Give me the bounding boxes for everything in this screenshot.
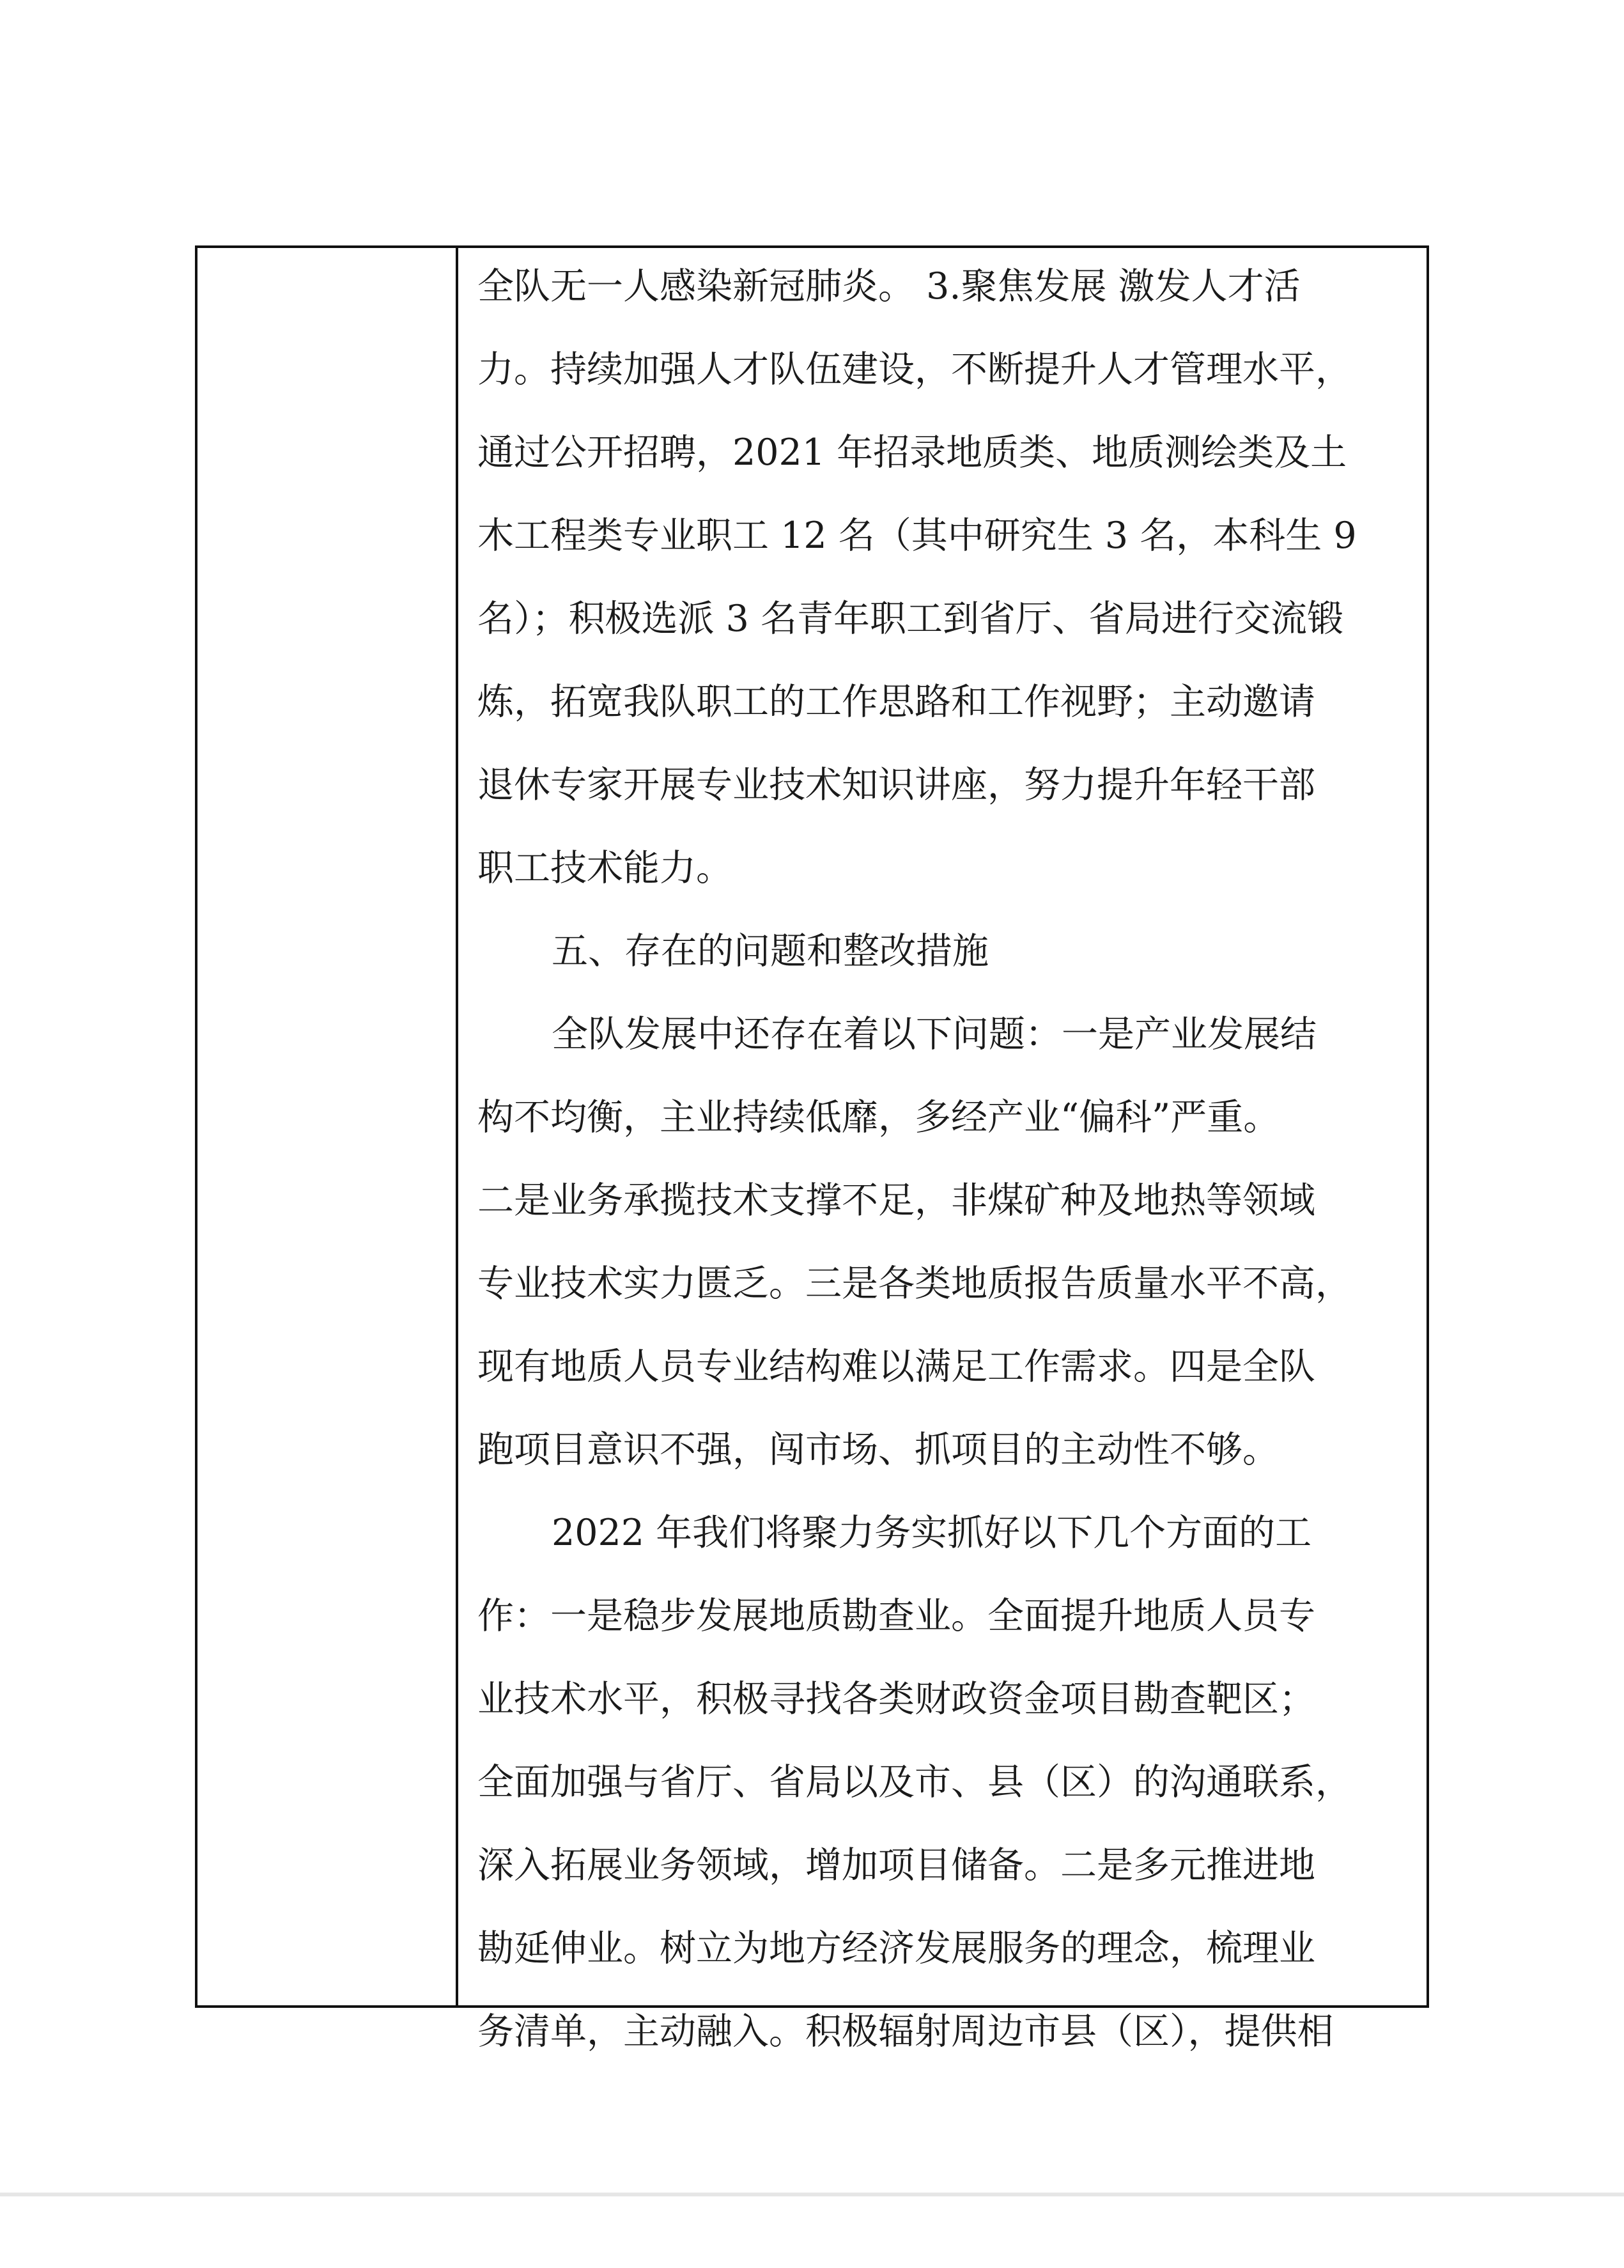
- label-column-cell: [197, 248, 456, 2005]
- text-line: 炼，拓宽我队职工的工作思路和工作视野；主动邀请: [477, 681, 1315, 723]
- text-line: 职工技术能力。: [477, 847, 732, 889]
- text-line: 专业技术实力匮乏。三是各类地质报告质量水平不高，: [477, 1262, 1352, 1305]
- text-line: 全队发展中还存在着以下问题：一是产业发展结: [552, 1013, 1317, 1055]
- content-column-cell: [458, 248, 1427, 2053]
- text-line: 业技术水平，积极寻找各类财政资金项目勘查靶区；: [477, 1678, 1315, 1720]
- text-line: 务清单，主动融入。积极辐射周边市县（区），提供相: [477, 2010, 1334, 2053]
- text-line: 深入拓展业务领域，增加项目储备。二是多元推进地: [477, 1844, 1315, 1886]
- report-table: [195, 245, 1429, 2053]
- text-line: 退休专家开展专业技术知识讲座，努力提升年轻干部: [477, 764, 1315, 806]
- text-line: 现有地质人员专业结构难以满足工作需求。四是全队: [477, 1346, 1315, 1388]
- text-line: 全面加强与省厅、省局以及市、县（区）的沟通联系，: [477, 1761, 1352, 1803]
- text-line: 名）；积极选派 3 名青年职工到省厅、省局进行交流锻: [477, 598, 1344, 640]
- text-line: 木工程类专业职工 12 名（其中研究生 3 名，本科生 9: [477, 515, 1357, 557]
- section-heading: 五、存在的问题和整改措施: [552, 930, 989, 972]
- text-line: 二是业务承揽技术支撑不足，非煤矿种及地热等领域: [477, 1179, 1315, 1222]
- text-line: 2022 年我们将聚力务实抓好以下几个方面的工: [552, 1512, 1312, 1554]
- text-line: 构不均衡，主业持续低靡，多经产业“偏科”严重。: [477, 1096, 1280, 1138]
- text-line: 勘延伸业。树立为地方经济发展服务的理念，梳理业: [477, 1927, 1315, 1969]
- text-line: 通过公开招聘，2021 年招录地质类、地质测绘类及土: [477, 431, 1347, 474]
- text-line: 全队无一人感染新冠肺炎。 3.聚焦发展 激发人才活: [477, 265, 1301, 307]
- scan-edge-shadow: [0, 2193, 1624, 2196]
- text-line: 力。持续加强人才队伍建设，不断提升人才管理水平，: [477, 348, 1352, 391]
- text-line: 作：一是稳步发展地质勘查业。全面提升地质人员专: [477, 1595, 1315, 1637]
- text-line: 跑项目意识不强，闯市场、抓项目的主动性不够。: [477, 1429, 1279, 1471]
